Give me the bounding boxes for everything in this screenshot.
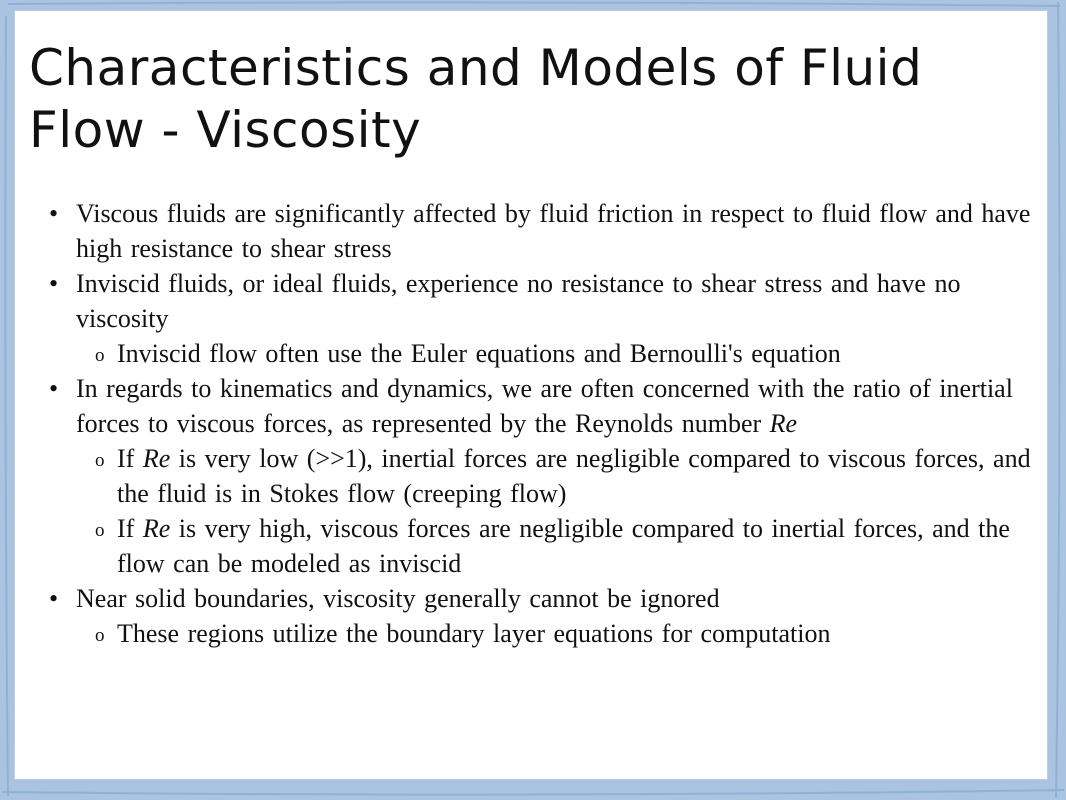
sub-bullet-marker: o [95,450,105,471]
bullet-marker: • [49,374,59,403]
bullet-marker: • [49,269,59,298]
reynolds-symbol: Re [142,514,171,543]
reynolds-symbol: Re [769,409,798,438]
bullet-item [35,196,1045,266]
bullet-marker: • [49,199,59,228]
sub-bullet-item [35,511,1045,581]
bullet-text: Inviscid fluids, or ideal fluids, experience no resistance to shear stress and have no viscosity [76,269,961,333]
sub-bullet-item [35,616,1045,651]
bullet-text [76,374,1013,438]
bullet-text-part: If [117,444,143,473]
bullet-text-part: If [117,514,143,543]
sub-bullet-marker: o [95,345,105,366]
sub-bullet-item [35,336,1045,371]
bullet-text-part: In regards to kinematics and dynamics, we are often concerned with the ratio of inertial forces to viscous forces, as represented by the Reynolds number [76,374,1013,438]
slide-title: Characteristics and Models of Fluid Flow - Viscosity [29,39,923,159]
bullet-text: Viscous fluids are significantly affected by fluid friction in respect to fluid flow and have high resistance to shear stress [76,199,1031,263]
bullet-text-part: is very low (>>1), inertial forces are negligible compared to viscous forces, and the fluid is in Stokes flow (creeping flow) [117,444,1031,508]
sub-bullet-text [117,444,1031,508]
sub-bullet-text [117,514,1010,578]
sub-bullet-text: These regions utilize the boundary layer equations for computation [117,619,831,648]
bullet-text-part: is very high, viscous forces are negligible compared to inertial forces, and the flow can be modeled as inviscid [117,514,1010,578]
slide [14,10,1048,780]
bullet-marker: • [49,584,59,613]
sub-bullet-item [35,441,1045,511]
reynolds-symbol: Re [142,444,171,473]
bullet-list [35,196,1045,651]
bullet-item [35,371,1045,441]
bullet-item [35,266,1045,336]
sub-bullet-text: Inviscid flow often use the Euler equations and Bernoulli's equation [117,339,841,368]
bullet-text: Near solid boundaries, viscosity generally cannot be ignored [76,584,720,613]
bullet-item [35,581,1045,616]
sub-bullet-marker: o [95,520,105,541]
sub-bullet-marker: o [95,625,105,646]
